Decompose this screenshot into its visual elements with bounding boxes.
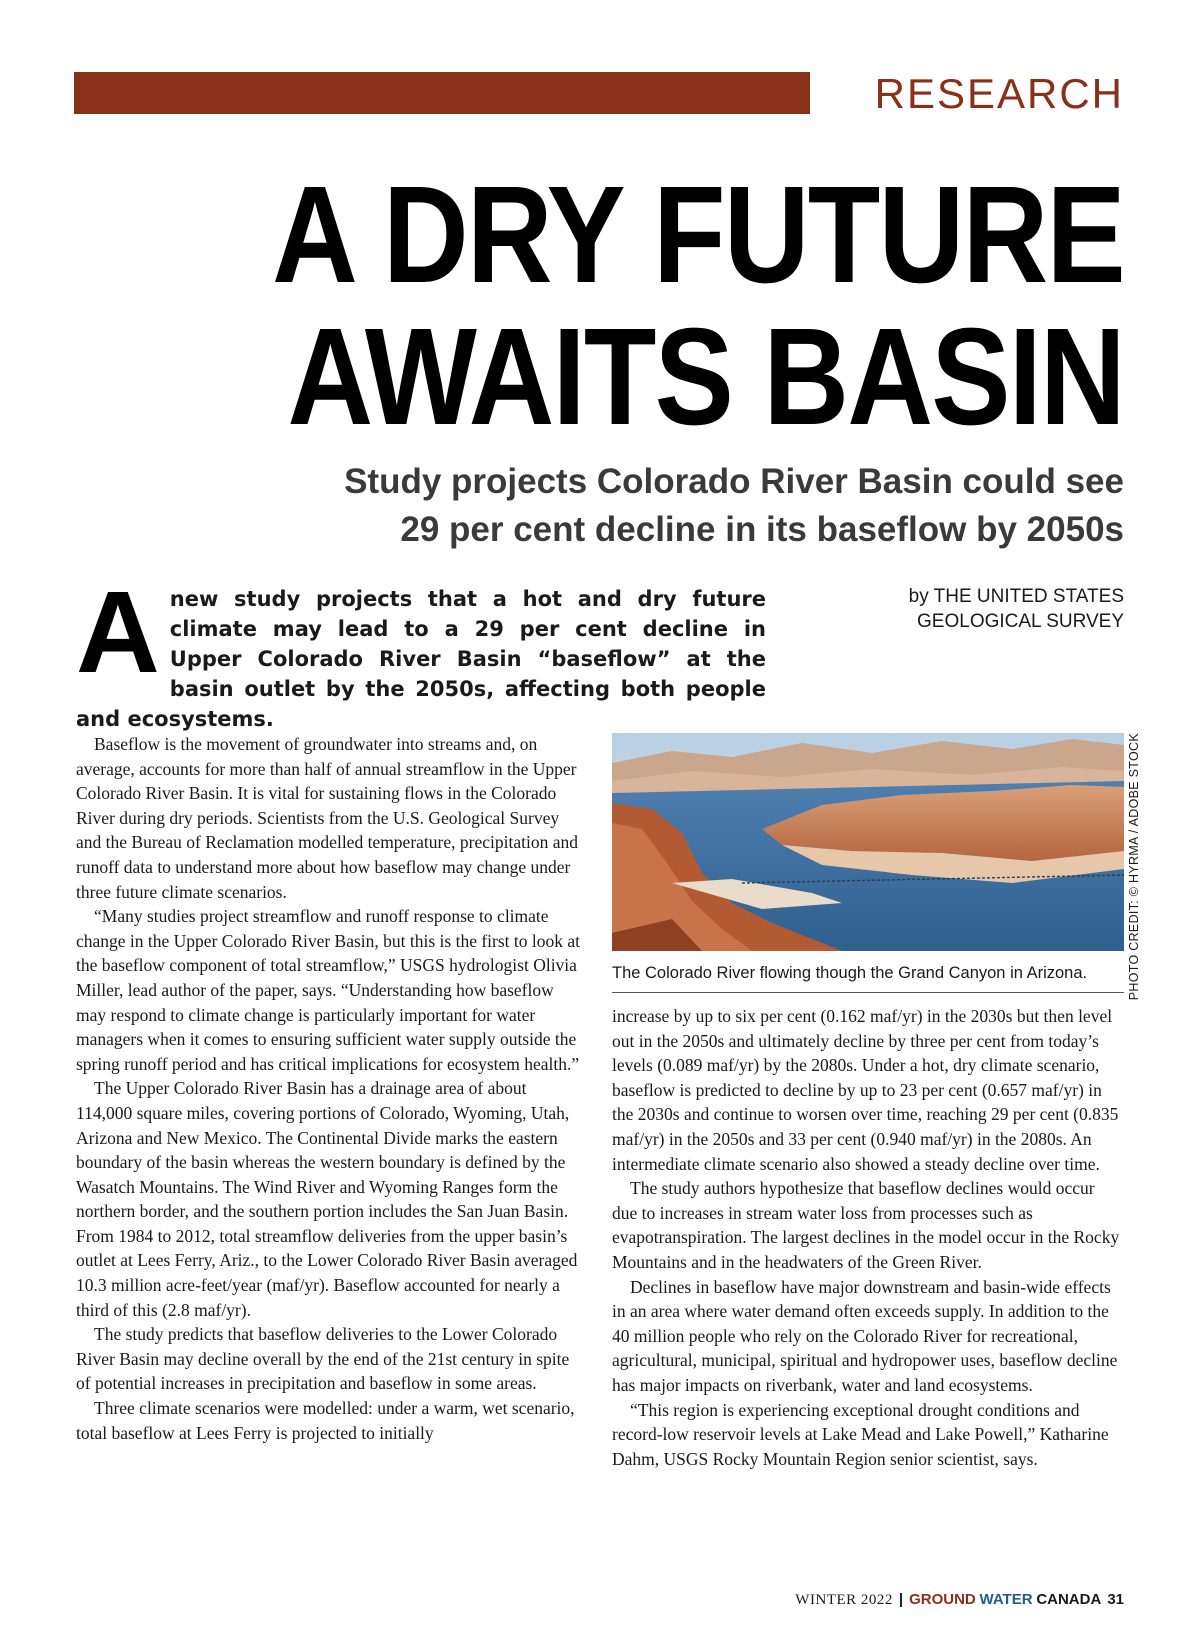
headline-line-2: AWAITS BASIN	[287, 300, 1125, 454]
lede-text: new study projects that a hot and dry future climate may lead to a 29 per cent decline in Upper Colorado River Basin “baseflow” at the basin outlet by the 2050s, affecting both people and ecosystems.	[76, 587, 766, 731]
byline-line-2: GEOLOGICAL SURVEY	[917, 611, 1124, 632]
subhead-line-1: Study projects Colorado River Basin could see	[344, 462, 1124, 501]
magazine-name-ground: GROUND	[909, 1591, 976, 1608]
footer-separator: |	[898, 1591, 904, 1608]
drop-cap: A	[76, 567, 160, 697]
photo-credit: PHOTO CREDIT: © HYRMA / ADOBE STOCK	[1127, 733, 1141, 1001]
section-color-bar	[74, 72, 810, 114]
byline-line-1: by THE UNITED STATES	[908, 586, 1124, 607]
body-paragraph: The study authors hypothesize that baseflow declines would occur due to increases in stream water loss from processes such as evapotranspiration. The largest declines in the model occur in the Rocky Mountains and in the headwaters of the Green River.	[612, 1178, 1120, 1272]
grand-canyon-photo	[612, 733, 1124, 951]
body-column-right	[612, 1004, 1124, 1471]
canyon-river-image	[612, 733, 1124, 951]
byline	[860, 584, 1124, 634]
body-paragraph-continued: increase by up to six per cent (0.162 maf/yr) in the 2030s but then level out in the 2050s and ultimately decline by three per cent from today’s levels (0.089 maf/yr) by the 2080s. Under a hot, dry climate scenario, baseflow is predicted to decline by up to 23 per cent (0.657 maf/yr) in the 2030s and continue to worsen over time, reaching 29 per cent (0.835 maf/yr) in the 2050s and 33 per cent (0.940 maf/yr) in the 2080s. An intermediate climate scenario also showed a steady decline over time.	[612, 1006, 1119, 1174]
body-paragraph: Baseflow is the movement of groundwater into streams and, on average, accounts for more than half of annual streamflow in the Upper Colorado River Basin. It is vital for sustaining flows in the Colorado River during dry periods. Scientists from the U.S. Geological Survey and the Bureau of Reclamation modelled temperature, precipitation and runoff data to understand more about how baseflow may change under three future climate scenarios.	[76, 734, 578, 902]
section-label: RESEARCH	[874, 70, 1124, 117]
headline-line-1: A DRY FUTURE	[272, 158, 1124, 312]
body-column-left	[76, 732, 586, 1445]
photo-caption: The Colorado River flowing though the Grand Canyon in Arizona.	[612, 964, 1088, 982]
page-footer	[700, 1590, 1124, 1610]
body-paragraph: “This region is experiencing exceptional drought conditions and record-low reservoir levels at Lake Mead and Lake Powell,” Katharine Dahm, USGS Rocky Mountain Region senior scientist, says.	[612, 1399, 1109, 1469]
page-number: 31	[1107, 1591, 1124, 1608]
body-paragraph: The study predicts that baseflow deliveries to the Lower Colorado River Basin may decline overall by the end of the 21st century in spite of potential increases in precipitation and baseflow in some areas.	[76, 1324, 570, 1394]
headline	[209, 158, 1125, 454]
subhead-line-2: 29 per cent decline in its baseflow by 2050s	[400, 510, 1124, 549]
magazine-name-canada: CANADA	[1036, 1591, 1102, 1608]
body-paragraph: The Upper Colorado River Basin has a drainage area of about 114,000 square miles, covering portions of Colorado, Wyoming, Utah, Arizona and New Mexico. The Continental Divide marks the eastern boundary of the basin whereas the western boundary is defined by the Wasatch Mountains. The Wind River and Wyoming Ranges form the northern border, and the southern portion includes the San Juan Basin. From 1984 to 2012, total streamflow deliveries from the upper basin’s outlet at Lees Ferry, Ariz., to the Lower Colorado River Basin averaged 10.3 million acre-feet/year (maf/yr). Baseflow accounted for nearly a third of this (2.8 maf/yr).	[76, 1078, 578, 1320]
magazine-name-water: WATER	[979, 1591, 1033, 1608]
issue-season: WINTER 2022	[795, 1592, 893, 1608]
body-paragraph: Declines in baseflow have major downstream and basin-wide effects in an area where water demand often exceeds supply. In addition to the 40 million people who rely on the Colorado River for recreational, agricultural, municipal, spiritual and hydropower uses, baseflow decline has major impacts on riverbank, water and land ecosystems.	[612, 1276, 1118, 1395]
body-paragraph: “Many studies project streamflow and runoff response to climate change in the Upper Colorado River Basin, but this is the first to look at the baseflow component of total streamflow,” USGS hydrologist Olivia Miller, lead author of the paper, says. “Understanding how baseflow may respond to climate change is particularly important for water managers when it comes to ensuring sufficient water supply outside the spring runoff period and has critical implications for ecosystem health.”	[76, 906, 581, 1074]
caption-divider	[612, 992, 1124, 993]
subhead	[180, 458, 1124, 554]
lede-paragraph	[76, 567, 766, 734]
body-paragraph: Three climate scenarios were modelled: under a warm, wet scenario, total baseflow at Lees Ferry is projected to initially	[76, 1398, 575, 1443]
